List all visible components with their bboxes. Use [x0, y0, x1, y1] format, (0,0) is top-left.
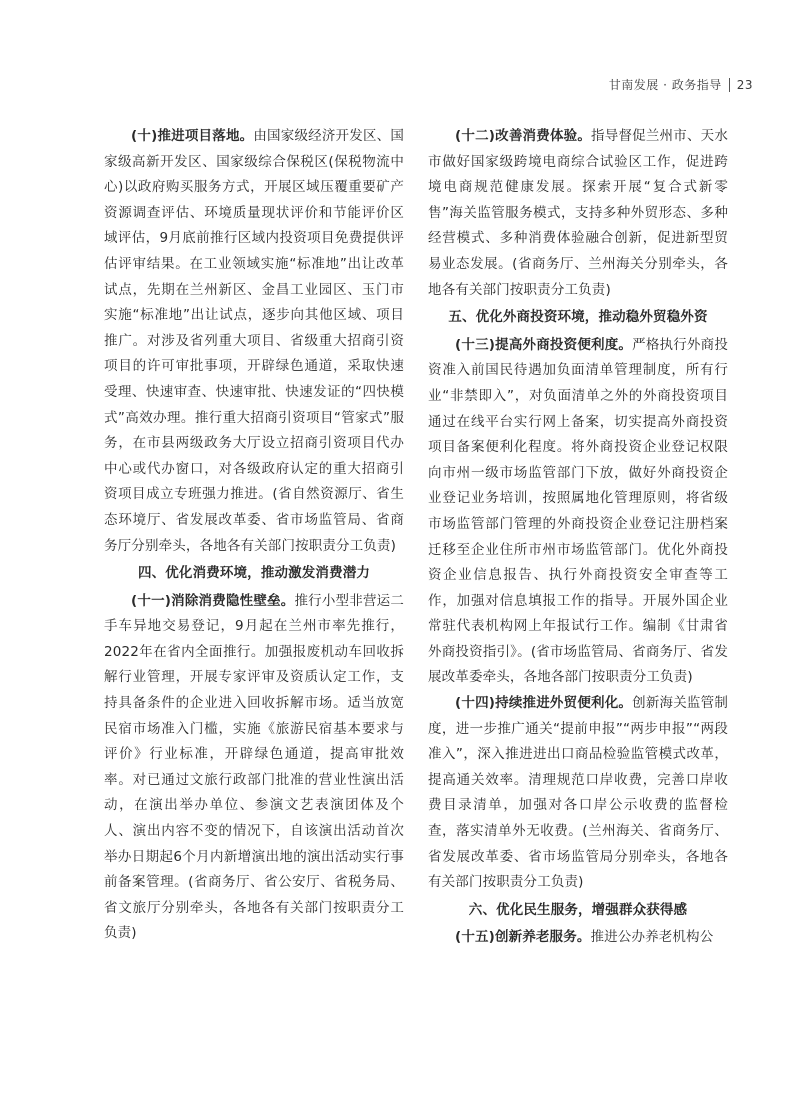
- right-column: [428, 124, 728, 951]
- paragraph-12: [428, 124, 728, 303]
- section-heading-4: 四、优化消费环境，推动激发消费潜力: [137, 565, 371, 582]
- paragraph-text: 推行小型非营运二手车异地交易登记，9月起在兰州市率先推行，2022年在省内全面推行。加强报废机动车回收拆解行业管理，开展专家评审及资质认定工作，支持具备条件的企业进入回收拆解市场。适当放宽民宿市场准入门槛，实施《旅游民宿基本要求与评价》行业标准，开辟绿色通道，提高审批效率。对已通过文旅行政部门批准的营业性演出活动，在演出举办单位、参演文艺表演团体及个人、演出内容不变的情况下，自该演出活动首次举办日期起6个月内新增演出地的演出活动实行事前备案管理。(省商务厅、省公安厅、省税务局、省文旅厅分别牵头，各地各有关部门按职责分工负责): [104, 592, 405, 942]
- paragraph-15: [428, 925, 728, 951]
- paragraph-11: [104, 589, 404, 947]
- running-header: [609, 76, 753, 93]
- paragraph-text: 由国家级经济开发区、国家级高新开发区、国家级综合保税区(保税物流中心)以政府购买服务方式，开展区域压覆重要矿产资源调查评估、环境质量现状评价和节能评价区域评估，9月底前推行区域内投资项目免费提供评估评审结果。在工业领域实施“标准地”出让改革试点，先期在兰州新区、金昌工业园区、玉门市实施“标准地”出让试点，逐步向其他区域、项目推广。对涉及省列重大项目、省级重大招商引资项目的许可审批事项，开辟绿色通道，采取快速受理、快速审查、快速审批、快速发证的“四快模式”高效办理。推行重大招商引资项目“管家式”服务，在市县两级政务大厅设立招商引资项目代办中心或代办窗口，对各级政府认定的重大招商引资项目成立专班强力推进。(省自然资源厅、省生态环境厅、省发展改革委、省市场监管局、省商务厅分别牵头，各地各有关部门按职责分工负责): [104, 128, 404, 554]
- paragraph-14: [428, 691, 728, 896]
- paragraph-text: 指导督促兰州市、天水市做好国家级跨境电商综合试验区工作，促进跨境电商规范健康发展。探索开展“复合式新零售”海关监管服务模式，支持多种外贸形态、多种经营模式、多种消费体验融合创新，促进新型贸易业态发展。(省商务厅、兰州海关分别牵头，各地各有关部门按职责分工负责): [428, 128, 728, 298]
- page-number: 23: [736, 77, 753, 92]
- paragraph-lead: (十二)改善消费体验。: [455, 128, 592, 144]
- header-divider: [729, 78, 730, 92]
- paragraph-text: 推进公办养老机构公: [590, 929, 714, 946]
- section-heading-5: 五、优化外商投资环境，推动稳外贸稳外资: [448, 309, 708, 326]
- paragraph-lead: (十一)消除消费隐性壁垒。: [131, 592, 295, 609]
- paragraph-text: 严格执行外商投资准入前国民待遇加负面清单管理制度，所有行业“非禁即入”，对负面清单之外的外商投资项目通过在线平台实行网上备案，切实提高外商投资项目备案便利化程度。将外商投资企业登记权限向市州一级市场监管部门下放，做好外商投资企业登记业务培训，按照属地化管理原则，将省级市场监管部门管理的外商投资企业登记注册档案迁移至企业住所市州市场监管部门。优化外商投资企业信息报告、执行外商投资安全审查等工作，加强对信息填报工作的指导。开展外国企业常驻代表机构网上年报试行工作。编制《甘肃省外商投资指引》。(省市场监管局、省商务厅、省发展改革委牵头，各地各部门按职责分工负责): [428, 336, 728, 686]
- paragraph-text: 创新海关监管制度，进一步推广通关“提前申报”“两步申报”“两段准入”，深入推进进出口商品检验监管模式改革，提高通关效率。清理规范口岸收费，完善口岸收费目录清单，加强对各口岸公示收费的监督检查，落实清单外无收费。(兰州海关、省商务厅、省发展改革委、省市场监管局分别牵头，各地各有关部门按职责分工负责): [428, 695, 728, 891]
- left-column: [104, 124, 404, 947]
- paragraph-lead: (十三)提高外商投资便利度。: [455, 336, 633, 353]
- section-heading-6: 六、优化民生服务，增强群众获得感: [468, 901, 688, 918]
- paragraph-10: [104, 124, 404, 559]
- paragraph-lead: (十)推进项目落地。: [131, 128, 254, 144]
- paragraph-lead: (十四)持续推进外贸便利化。: [455, 695, 633, 712]
- paragraph-lead: (十五)创新养老服务。: [455, 929, 591, 946]
- paragraph-13: [428, 333, 728, 691]
- header-section-title: 甘南发展 · 政务指导: [608, 78, 722, 92]
